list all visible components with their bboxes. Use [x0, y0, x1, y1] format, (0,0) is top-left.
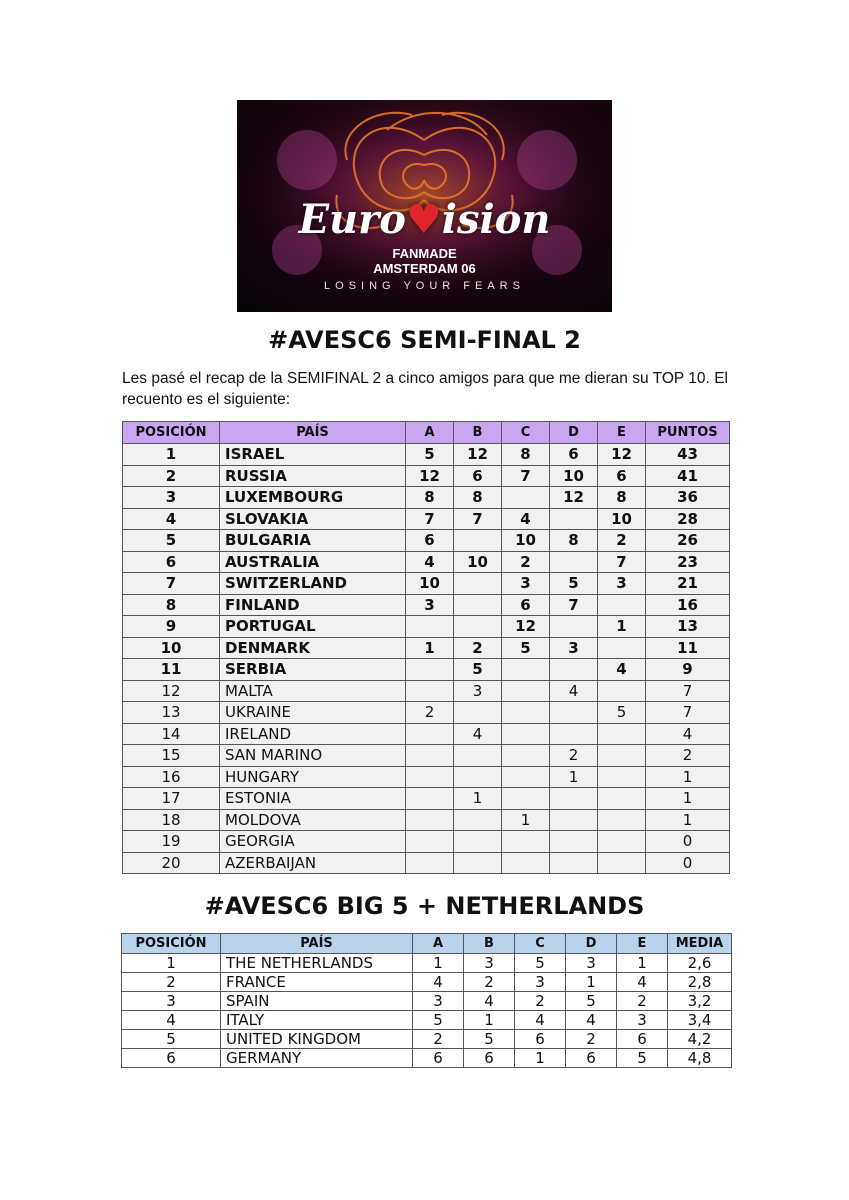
score-cell — [406, 788, 454, 810]
table-row — [123, 551, 730, 573]
score-cell: 10 — [406, 573, 454, 595]
score-cell: 5 — [413, 1011, 464, 1030]
score-cell — [406, 766, 454, 788]
country-cell: GEORGIA — [220, 831, 406, 853]
table-row — [123, 530, 730, 552]
score-cell: 2,8 — [668, 973, 732, 992]
column-header: POSICIÓN — [122, 934, 221, 954]
country-cell: MOLDOVA — [220, 809, 406, 831]
score-cell: 5 — [464, 1030, 515, 1049]
country-cell: DENMARK — [220, 637, 406, 659]
score-cell — [454, 831, 502, 853]
score-cell — [502, 745, 550, 767]
score-cell: 1 — [550, 766, 598, 788]
score-cell — [502, 788, 550, 810]
table-row — [122, 1011, 732, 1030]
score-cell: 1 — [464, 1011, 515, 1030]
column-header: A — [406, 422, 454, 444]
heart-icon: ♥ — [405, 196, 442, 243]
score-cell — [454, 616, 502, 638]
score-cell — [598, 852, 646, 874]
table-row — [123, 723, 730, 745]
country-cell: FINLAND — [220, 594, 406, 616]
country-cell: ITALY — [221, 1011, 413, 1030]
column-header: E — [617, 934, 668, 954]
score-cell: 5 — [406, 444, 454, 466]
score-cell: 12 — [502, 616, 550, 638]
score-cell: 5 — [550, 573, 598, 595]
country-cell: BULGARIA — [220, 530, 406, 552]
country-cell: ESTONIA — [220, 788, 406, 810]
big5-table — [121, 933, 732, 1068]
score-cell: 1 — [413, 954, 464, 973]
score-cell: 4 — [617, 973, 668, 992]
score-cell — [406, 616, 454, 638]
column-header: B — [464, 934, 515, 954]
semi-body — [123, 444, 730, 874]
country-cell: UNITED KINGDOM — [221, 1030, 413, 1049]
score-cell — [598, 637, 646, 659]
score-cell — [454, 530, 502, 552]
score-cell: 2 — [598, 530, 646, 552]
score-cell: 4 — [550, 680, 598, 702]
score-cell: 4,2 — [668, 1030, 732, 1049]
score-cell — [406, 659, 454, 681]
score-cell: 4 — [464, 992, 515, 1011]
semi-final-table — [122, 421, 730, 874]
big5-header-row — [122, 934, 732, 954]
score-cell: 1 — [646, 788, 730, 810]
score-cell: 11 — [646, 637, 730, 659]
score-cell: 8 — [406, 487, 454, 509]
score-cell: 5 — [502, 637, 550, 659]
score-cell — [550, 551, 598, 573]
score-cell: 7 — [646, 702, 730, 724]
score-cell: 28 — [646, 508, 730, 530]
score-cell — [598, 680, 646, 702]
position-cell: 17 — [123, 788, 220, 810]
table-row — [123, 637, 730, 659]
table-row — [123, 616, 730, 638]
score-cell: 4 — [515, 1011, 566, 1030]
score-cell: 1 — [454, 788, 502, 810]
score-cell: 10 — [502, 530, 550, 552]
table-row — [123, 680, 730, 702]
score-cell: 4 — [413, 973, 464, 992]
table-row — [122, 973, 732, 992]
position-cell: 3 — [123, 487, 220, 509]
score-cell: 4 — [646, 723, 730, 745]
position-cell: 19 — [123, 831, 220, 853]
column-header: D — [550, 422, 598, 444]
score-cell: 4 — [502, 508, 550, 530]
position-cell: 4 — [122, 1011, 221, 1030]
score-cell: 2 — [454, 637, 502, 659]
position-cell: 1 — [122, 954, 221, 973]
table-row — [123, 766, 730, 788]
country-cell: SWITZERLAND — [220, 573, 406, 595]
score-cell: 3,2 — [668, 992, 732, 1011]
score-cell — [406, 745, 454, 767]
score-cell: 21 — [646, 573, 730, 595]
score-cell — [454, 745, 502, 767]
score-cell: 13 — [646, 616, 730, 638]
column-header: C — [515, 934, 566, 954]
score-cell: 6 — [598, 465, 646, 487]
score-cell — [502, 487, 550, 509]
score-cell — [598, 766, 646, 788]
score-cell: 4 — [454, 723, 502, 745]
score-cell: 36 — [646, 487, 730, 509]
position-cell: 10 — [123, 637, 220, 659]
slogan-label: LOSING YOUR FEARS — [324, 280, 525, 292]
column-header: B — [454, 422, 502, 444]
position-cell: 6 — [123, 551, 220, 573]
score-cell — [502, 852, 550, 874]
score-cell: 4 — [598, 659, 646, 681]
score-cell: 7 — [406, 508, 454, 530]
score-cell: 41 — [646, 465, 730, 487]
country-cell: UKRAINE — [220, 702, 406, 724]
score-cell — [406, 852, 454, 874]
score-cell: 7 — [550, 594, 598, 616]
big5-title: #AVESC6 BIG 5 + NETHERLANDS — [204, 892, 645, 920]
country-cell: SERBIA — [220, 659, 406, 681]
score-cell: 16 — [646, 594, 730, 616]
table-row — [123, 809, 730, 831]
column-header: C — [502, 422, 550, 444]
score-cell — [502, 680, 550, 702]
score-cell: 7 — [502, 465, 550, 487]
table-row — [123, 659, 730, 681]
table-row — [122, 954, 732, 973]
country-cell: RUSSIA — [220, 465, 406, 487]
score-cell — [550, 616, 598, 638]
table-row — [123, 573, 730, 595]
table-row — [123, 487, 730, 509]
position-cell: 2 — [122, 973, 221, 992]
score-cell: 1 — [566, 973, 617, 992]
table-row — [123, 465, 730, 487]
score-cell — [550, 788, 598, 810]
score-cell: 2 — [413, 1030, 464, 1049]
country-cell: SLOVAKIA — [220, 508, 406, 530]
edition-label: AMSTERDAM 06 — [373, 261, 476, 276]
score-cell: 3 — [406, 594, 454, 616]
position-cell: 3 — [122, 992, 221, 1011]
position-cell: 2 — [123, 465, 220, 487]
table-row — [123, 702, 730, 724]
score-cell: 7 — [646, 680, 730, 702]
position-cell: 7 — [123, 573, 220, 595]
score-cell: 2 — [464, 973, 515, 992]
position-cell: 15 — [123, 745, 220, 767]
score-cell: 2 — [502, 551, 550, 573]
score-cell: 6 — [413, 1049, 464, 1068]
column-header: A — [413, 934, 464, 954]
score-cell — [550, 831, 598, 853]
score-cell: 6 — [515, 1030, 566, 1049]
fanmade-label: FANMADE — [392, 246, 457, 261]
score-cell: 1 — [617, 954, 668, 973]
score-cell — [550, 702, 598, 724]
position-cell: 9 — [123, 616, 220, 638]
score-cell: 1 — [515, 1049, 566, 1068]
country-cell: AUSTRALIA — [220, 551, 406, 573]
column-header: POSICIÓN — [123, 422, 220, 444]
score-cell: 8 — [550, 530, 598, 552]
table-row — [123, 594, 730, 616]
score-cell — [598, 594, 646, 616]
score-cell: 2 — [566, 1030, 617, 1049]
score-cell — [598, 745, 646, 767]
score-cell: 2 — [406, 702, 454, 724]
score-cell: 2 — [550, 745, 598, 767]
score-cell: 3 — [454, 680, 502, 702]
score-cell: 4 — [406, 551, 454, 573]
country-cell: PORTUGAL — [220, 616, 406, 638]
position-cell: 13 — [123, 702, 220, 724]
score-cell: 1 — [502, 809, 550, 831]
score-cell: 2 — [646, 745, 730, 767]
position-cell: 6 — [122, 1049, 221, 1068]
score-cell: 6 — [566, 1049, 617, 1068]
country-cell: THE NETHERLANDS — [221, 954, 413, 973]
score-cell — [406, 723, 454, 745]
column-header: D — [566, 934, 617, 954]
country-cell: HUNGARY — [220, 766, 406, 788]
score-cell: 3 — [502, 573, 550, 595]
score-cell — [454, 594, 502, 616]
table-row — [122, 1030, 732, 1049]
score-cell: 2 — [515, 992, 566, 1011]
score-cell — [454, 852, 502, 874]
score-cell — [406, 831, 454, 853]
score-cell: 6 — [406, 530, 454, 552]
score-cell: 12 — [598, 444, 646, 466]
country-cell: MALTA — [220, 680, 406, 702]
country-cell: AZERBAIJAN — [220, 852, 406, 874]
table-row — [123, 831, 730, 853]
score-cell: 1 — [646, 766, 730, 788]
score-cell: 5 — [598, 702, 646, 724]
table-row — [122, 1049, 732, 1068]
score-cell — [598, 788, 646, 810]
score-cell: 5 — [515, 954, 566, 973]
position-cell: 12 — [123, 680, 220, 702]
score-cell — [454, 573, 502, 595]
position-cell: 8 — [123, 594, 220, 616]
score-cell: 10 — [550, 465, 598, 487]
position-cell: 4 — [123, 508, 220, 530]
eurovision-logo: Euro♥ision — [298, 196, 551, 243]
country-cell: FRANCE — [221, 973, 413, 992]
semi-header-row — [123, 422, 730, 444]
score-cell — [550, 723, 598, 745]
score-cell: 8 — [454, 487, 502, 509]
score-cell: 3 — [617, 1011, 668, 1030]
intro-paragraph: Les pasé el recap de la SEMIFINAL 2 a cinco amigos para que me dieran su TOP 10. El recuento es el siguiente: — [122, 370, 728, 408]
score-cell — [454, 702, 502, 724]
score-cell: 7 — [598, 551, 646, 573]
score-cell: 9 — [646, 659, 730, 681]
big5-body — [122, 954, 732, 1068]
table-row — [123, 788, 730, 810]
score-cell: 8 — [598, 487, 646, 509]
score-cell: 0 — [646, 831, 730, 853]
score-cell: 6 — [502, 594, 550, 616]
score-cell: 3 — [550, 637, 598, 659]
column-header: E — [598, 422, 646, 444]
score-cell — [502, 702, 550, 724]
table-row — [122, 992, 732, 1011]
position-cell: 14 — [123, 723, 220, 745]
score-cell: 6 — [617, 1030, 668, 1049]
country-cell: SPAIN — [221, 992, 413, 1011]
score-cell — [598, 723, 646, 745]
country-cell: IRELAND — [220, 723, 406, 745]
semi-final-title: #AVESC6 SEMI-FINAL 2 — [268, 326, 581, 354]
score-cell — [502, 831, 550, 853]
score-cell: 1 — [598, 616, 646, 638]
position-cell: 18 — [123, 809, 220, 831]
position-cell: 1 — [123, 444, 220, 466]
score-cell: 5 — [617, 1049, 668, 1068]
table-row — [123, 444, 730, 466]
score-cell: 3 — [464, 954, 515, 973]
score-cell: 5 — [454, 659, 502, 681]
position-cell: 20 — [123, 852, 220, 874]
score-cell: 5 — [566, 992, 617, 1011]
score-cell: 12 — [406, 465, 454, 487]
table-row — [123, 852, 730, 874]
score-cell — [550, 659, 598, 681]
column-header: PUNTOS — [646, 422, 730, 444]
score-cell — [454, 766, 502, 788]
score-cell: 4,8 — [668, 1049, 732, 1068]
score-cell: 3,4 — [668, 1011, 732, 1030]
score-cell: 7 — [454, 508, 502, 530]
country-cell: SAN MARINO — [220, 745, 406, 767]
score-cell: 4 — [566, 1011, 617, 1030]
score-cell: 3 — [515, 973, 566, 992]
score-cell: 3 — [598, 573, 646, 595]
score-cell: 6 — [550, 444, 598, 466]
eurovision-banner — [237, 100, 612, 312]
score-cell — [406, 680, 454, 702]
score-cell: 10 — [598, 508, 646, 530]
score-cell: 1 — [646, 809, 730, 831]
score-cell — [502, 659, 550, 681]
score-cell: 23 — [646, 551, 730, 573]
position-cell: 5 — [122, 1030, 221, 1049]
score-cell: 2 — [617, 992, 668, 1011]
score-cell: 10 — [454, 551, 502, 573]
score-cell: 3 — [413, 992, 464, 1011]
score-cell: 1 — [406, 637, 454, 659]
score-cell: 0 — [646, 852, 730, 874]
score-cell: 8 — [502, 444, 550, 466]
score-cell — [550, 852, 598, 874]
score-cell: 12 — [550, 487, 598, 509]
column-header: PAÍS — [221, 934, 413, 954]
score-cell: 3 — [566, 954, 617, 973]
position-cell: 11 — [123, 659, 220, 681]
score-cell — [550, 809, 598, 831]
score-cell: 43 — [646, 444, 730, 466]
score-cell: 26 — [646, 530, 730, 552]
position-cell: 16 — [123, 766, 220, 788]
table-row — [123, 508, 730, 530]
country-cell: ISRAEL — [220, 444, 406, 466]
country-cell: LUXEMBOURG — [220, 487, 406, 509]
position-cell: 5 — [123, 530, 220, 552]
score-cell: 2,6 — [668, 954, 732, 973]
score-cell: 6 — [454, 465, 502, 487]
score-cell: 12 — [454, 444, 502, 466]
score-cell: 6 — [464, 1049, 515, 1068]
column-header: PAÍS — [220, 422, 406, 444]
score-cell — [598, 831, 646, 853]
score-cell — [550, 508, 598, 530]
score-cell — [454, 809, 502, 831]
score-cell — [502, 766, 550, 788]
column-header: MEDIA — [668, 934, 732, 954]
country-cell: GERMANY — [221, 1049, 413, 1068]
table-row — [123, 745, 730, 767]
score-cell — [406, 809, 454, 831]
score-cell — [598, 809, 646, 831]
score-cell — [502, 723, 550, 745]
